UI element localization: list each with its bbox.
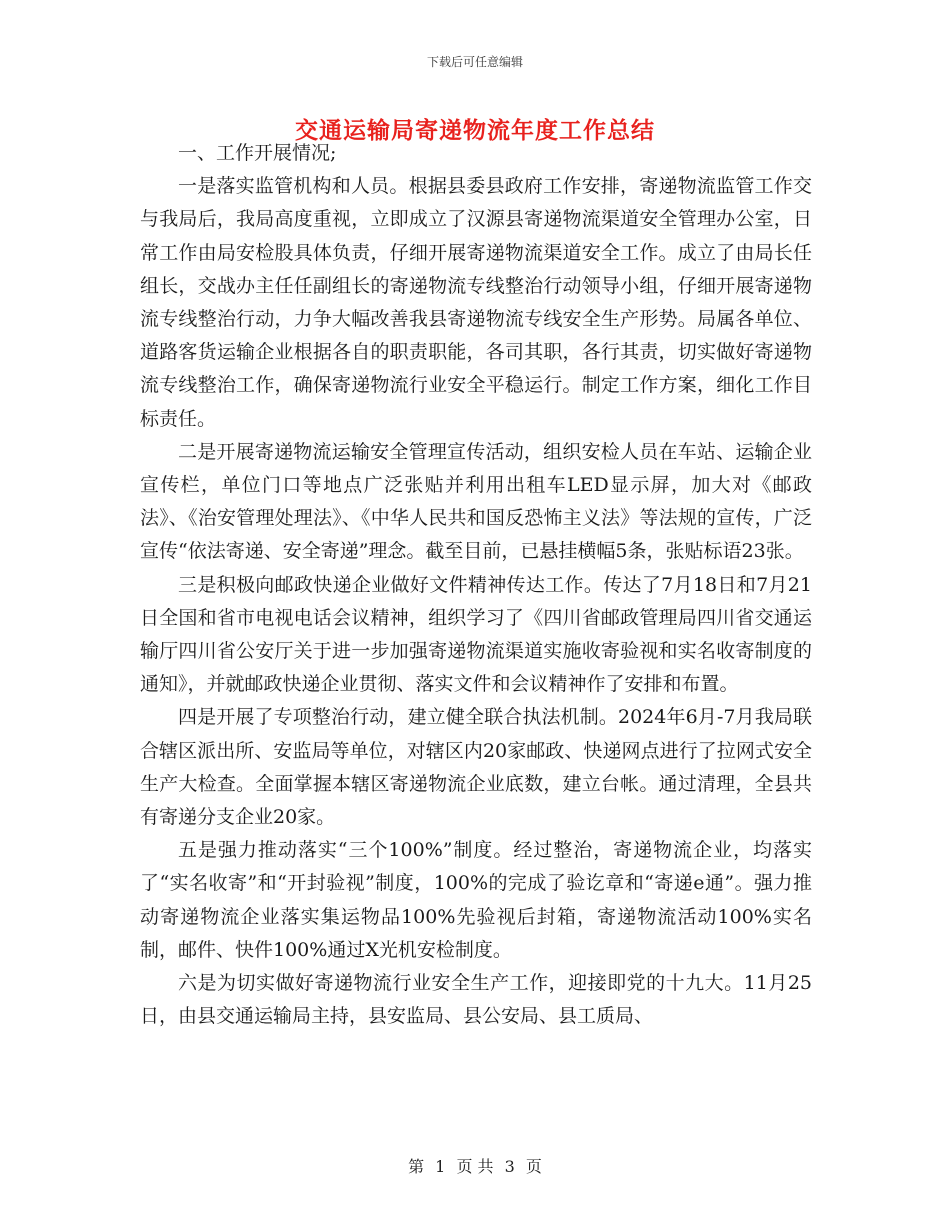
paragraph-4: 四是开展了专项整治行动，建立健全联合执法机制。2024年6月-7月我局联合辖区派出所、安监局等单位，对辖区内20家邮政、快递网点进行了拉网式安全生产大检查。全面掌握本辖区寄递物流企业底数，建立台帐。通过清理，全县共有寄递分支企业20家。	[140, 706, 812, 829]
paragraph-2: 二是开展寄递物流运输安全管理宣传活动，组织安检人员在车站、运输企业宣传栏，单位门口等地点广泛张贴并利用出租车LED显示屏，加大对《邮政法》、《治安管理处理法》、《中华人民共和国反恐怖主义法》等法规的宣传，广泛宣传“依法寄递、安全寄递”理念。截至目前，已悬挂横幅5条，张贴标语23张。	[140, 440, 812, 563]
current-page-number: 1	[435, 1157, 446, 1176]
footer-middle: 页 共	[456, 1157, 494, 1176]
paragraph-1: 一是落实监管机构和人员。根据县委县政府工作安排，寄递物流监管工作交与我局后，我局高度重视，立即成立了汉源县寄递物流渠道安全管理办公室，日常工作由局安检股具体负责，仔细开展寄递物流渠道安全工作。成立了由局长任组长，交战办主任任副组长的寄递物流专线整治行动领导小组，仔细开展寄递物流专线整治行动，力争大幅改善我县寄递物流专线安全生产形势。局属各单位、道路客货运输企业根据各自的职责职能，各司其职，各行其责，切实做好寄递物流专线整治工作，确保寄递物流行业安全平稳运行。制定工作方案，细化工作目标责任。	[140, 175, 812, 430]
footer-suffix: 页	[525, 1157, 542, 1176]
page-footer	[0, 1154, 950, 1177]
header-note: 下载后可任意编辑	[426, 55, 523, 69]
section-heading: 一、工作开展情况;	[178, 142, 337, 164]
paragraph-6: 六是为切实做好寄递物流行业安全生产工作，迎接即党的十九大。11月25日，由县交通运输局主持，县安监局、县公安局、县工质局、	[140, 972, 812, 1028]
total-page-number: 3	[504, 1157, 515, 1176]
document-body	[140, 137, 812, 1033]
paragraph-3: 三是积极向邮政快递企业做好文件精神传达工作。传达了7月18日和7月21日全国和省市电视电话会议精神，组织学习了《四川省邮政管理局四川省交通运输厅四川省公安厅关于进一步加强寄递物流渠道实施收寄验视和实名收寄制度的通知》，并就邮政快递企业贯彻、落实文件和会议精神作了安排和布置。	[140, 573, 812, 696]
document-title: 交通运输局寄递物流年度工作总结	[295, 117, 655, 144]
footer-prefix: 第	[408, 1157, 425, 1176]
paragraph-5: 五是强力推动落实“三个100%”制度。经过整治，寄递物流企业，均落实了“实名收寄”和“开封验视”制度，100%的完成了验讫章和“寄递e通”。强力推动寄递物流企业落实集运物品100%先验视后封箱，寄递物流活动100%实名制，邮件、快件100%通过X光机安检制度。	[140, 839, 812, 961]
